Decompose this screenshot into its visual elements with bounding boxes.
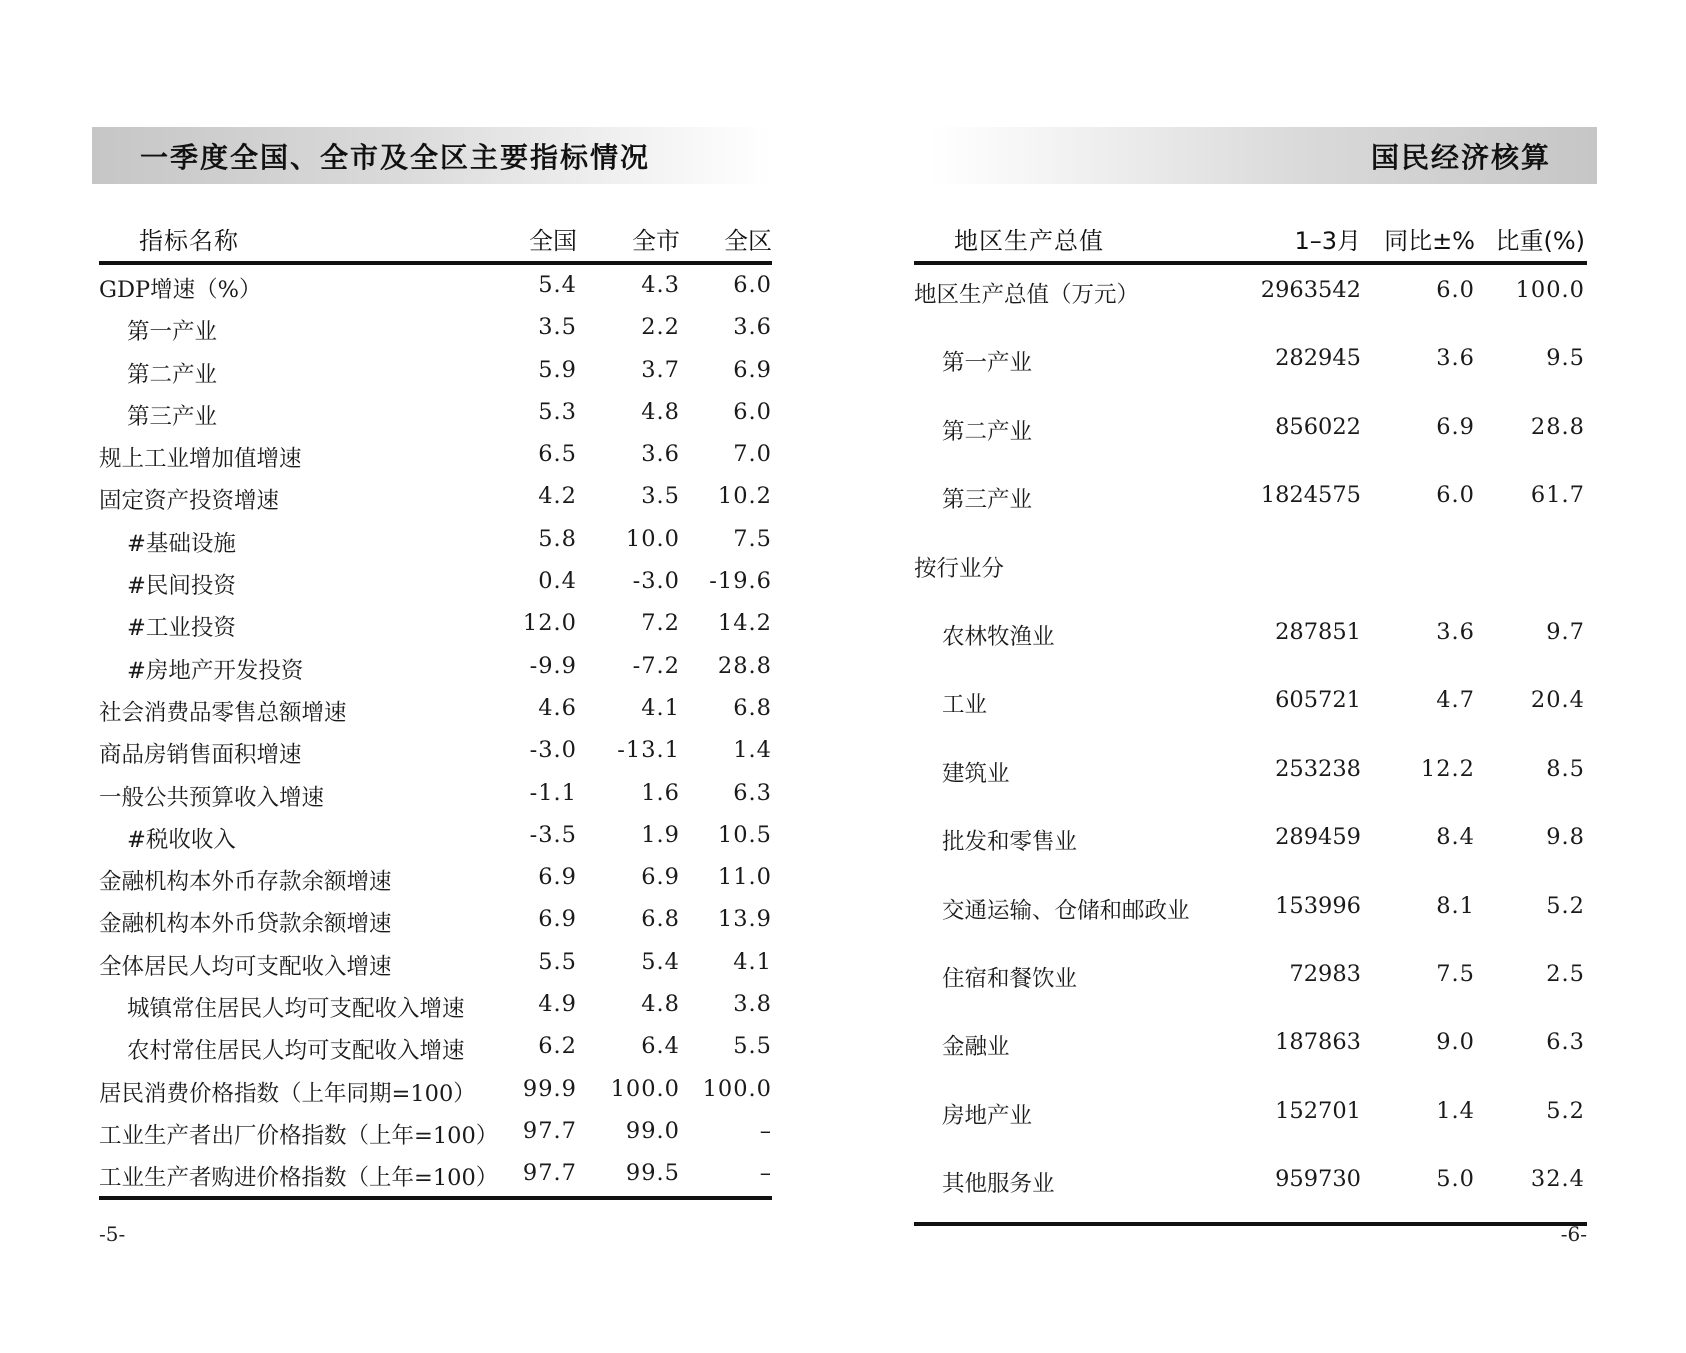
row-label: 第一产业 xyxy=(127,319,218,346)
table-row xyxy=(99,1026,772,1068)
row-value-v1: 253238 xyxy=(1275,755,1361,782)
header-city: 全市 xyxy=(632,227,680,255)
row-value-v2: 4.8 xyxy=(641,991,680,1018)
table-row xyxy=(914,265,1587,333)
table-row xyxy=(99,603,772,645)
row-value-v1: 4.9 xyxy=(538,991,577,1018)
row-value-v1: 856022 xyxy=(1275,413,1361,440)
row-value-v2: -13.1 xyxy=(617,737,680,764)
row-label: 金融业 xyxy=(942,1034,1010,1061)
row-value-v2: 3.6 xyxy=(1436,345,1475,372)
row-value-v1: 1824575 xyxy=(1260,482,1361,509)
row-value-v1: 2963542 xyxy=(1260,277,1361,303)
row-value-v1: 97.7 xyxy=(522,1160,577,1187)
row-value-v3: 11.0 xyxy=(717,864,772,891)
row-value-v3: -19.6 xyxy=(709,568,772,595)
header-indicator-name: 指标名称 xyxy=(139,227,239,255)
row-value-v2: 9.0 xyxy=(1436,1029,1475,1056)
row-value-v3: 6.3 xyxy=(1546,1029,1585,1056)
row-value-v2: 3.6 xyxy=(641,441,680,468)
row-value-v3: 10.5 xyxy=(717,821,772,848)
row-value-v3: 10.2 xyxy=(717,483,772,510)
table-row xyxy=(99,392,772,434)
row-value-v3: 13.9 xyxy=(717,906,772,933)
row-value-v3: 4.1 xyxy=(733,948,772,975)
row-value-v2: 3.6 xyxy=(1436,618,1475,645)
row-value-v3: 9.8 xyxy=(1546,824,1585,851)
row-value-v1: -1.1 xyxy=(529,779,577,806)
row-value-v1: 6.9 xyxy=(538,864,577,891)
row-value-v1: 6.5 xyxy=(538,441,577,468)
table-row xyxy=(99,984,772,1026)
table-row xyxy=(99,350,772,392)
row-label: 商品房销售面积增速 xyxy=(99,742,302,769)
row-value-v3: 100.0 xyxy=(1515,277,1585,303)
header-gdp: 地区生产总值 xyxy=(954,227,1104,255)
row-value-v1: 5.5 xyxy=(538,948,577,975)
row-value-v1: 0.4 xyxy=(538,568,577,595)
row-value-v2: 1.6 xyxy=(641,779,680,806)
table-row xyxy=(914,812,1587,880)
row-value-v3: 3.8 xyxy=(733,991,772,1018)
header-jan-mar: 1–3月 xyxy=(1294,227,1361,255)
row-value-v2: 6.0 xyxy=(1436,277,1475,303)
row-value-v3: 100.0 xyxy=(702,1075,772,1102)
table-body xyxy=(99,265,772,1200)
row-value-v1: 153996 xyxy=(1275,892,1361,919)
row-value-v1: 3.5 xyxy=(538,314,577,341)
table-row xyxy=(99,688,772,730)
table-row xyxy=(99,307,772,349)
row-value-v2: 8.4 xyxy=(1436,824,1475,851)
row-value-v2: 6.8 xyxy=(641,906,680,933)
row-value-v1: 6.2 xyxy=(538,1033,577,1060)
row-label: 第二产业 xyxy=(942,418,1033,445)
row-label: 批发和零售业 xyxy=(942,829,1078,856)
section-banner xyxy=(92,127,772,184)
row-label: 第一产业 xyxy=(942,350,1033,377)
gdp-table xyxy=(914,215,1587,1226)
row-value-v2: 12.2 xyxy=(1420,755,1475,782)
row-value-v2: 3.5 xyxy=(641,483,680,510)
row-value-v2: 7.5 xyxy=(1436,960,1475,987)
row-value-v1: 97.7 xyxy=(522,1117,577,1144)
row-label: 第二产业 xyxy=(127,361,218,388)
row-value-v2: 1.4 xyxy=(1436,1097,1475,1124)
row-label: 工业 xyxy=(942,692,988,719)
row-label: #基础设施 xyxy=(127,530,236,557)
row-value-v1: 959730 xyxy=(1275,1166,1361,1193)
row-value-v3: 8.5 xyxy=(1546,755,1585,782)
row-value-v3: 6.0 xyxy=(733,272,772,298)
indicator-table xyxy=(99,215,772,1200)
row-value-v3: 61.7 xyxy=(1530,482,1585,509)
table-row xyxy=(914,744,1587,812)
row-value-v2: 100.0 xyxy=(610,1075,680,1102)
row-value-v3: 20.4 xyxy=(1530,687,1585,714)
row-label: 房地产业 xyxy=(942,1102,1033,1129)
row-value-v3: 7.0 xyxy=(733,441,772,468)
row-value-v1: 5.9 xyxy=(538,356,577,383)
row-value-v2: 1.9 xyxy=(641,821,680,848)
header-yoy: 同比±% xyxy=(1384,227,1475,255)
row-value-v3: – xyxy=(759,1160,772,1187)
row-label: 交通运输、仓储和邮政业 xyxy=(942,897,1190,924)
row-value-v1: 282945 xyxy=(1275,345,1361,372)
row-value-v3: – xyxy=(759,1117,772,1144)
row-label: 固定资产投资增速 xyxy=(99,488,280,515)
row-value-v2: 4.7 xyxy=(1436,687,1475,714)
row-value-v2: -7.2 xyxy=(632,652,680,679)
row-label: 农村常住居民人均可支配收入增速 xyxy=(127,1038,465,1065)
row-label: 农林牧渔业 xyxy=(942,623,1055,650)
row-label: 一般公共预算收入增速 xyxy=(99,784,325,811)
table-row xyxy=(99,942,772,984)
row-value-v2: 5.4 xyxy=(641,948,680,975)
row-label: 社会消费品零售总额增速 xyxy=(99,699,347,726)
table-row xyxy=(99,1111,772,1153)
table-row xyxy=(99,857,772,899)
table-header xyxy=(914,215,1587,265)
row-label: 金融机构本外币存款余额增速 xyxy=(99,869,392,896)
table-row xyxy=(914,333,1587,401)
row-value-v3: 6.3 xyxy=(733,779,772,806)
row-value-v2: 4.8 xyxy=(641,398,680,425)
table-row xyxy=(914,949,1587,1017)
row-value-v2: 6.4 xyxy=(641,1033,680,1060)
row-label: 住宿和餐饮业 xyxy=(942,965,1078,992)
row-value-v1: 152701 xyxy=(1275,1097,1361,1124)
table-body xyxy=(914,265,1587,1226)
row-label: 工业生产者出厂价格指数（上年=100） xyxy=(99,1122,499,1149)
row-value-v2: 99.0 xyxy=(625,1117,680,1144)
row-label: 全体居民人均可支配收入增速 xyxy=(99,953,392,980)
row-value-v2: 8.1 xyxy=(1436,892,1475,919)
row-value-v1: -9.9 xyxy=(529,652,577,679)
row-value-v3: 28.8 xyxy=(1530,413,1585,440)
row-label: 第三产业 xyxy=(942,487,1033,514)
row-value-v3: 2.5 xyxy=(1546,960,1585,987)
row-value-v2: 10.0 xyxy=(625,525,680,552)
row-value-v2: 6.9 xyxy=(1436,413,1475,440)
table-row xyxy=(914,1154,1587,1222)
table-row xyxy=(99,1153,772,1195)
row-label: 金融机构本外币贷款余额增速 xyxy=(99,911,392,938)
row-value-v3: 5.2 xyxy=(1546,1097,1585,1124)
row-value-v1: 4.2 xyxy=(538,483,577,510)
row-value-v1: -3.0 xyxy=(529,737,577,764)
header-national: 全国 xyxy=(529,227,577,255)
table-row xyxy=(914,402,1587,470)
row-label: 第三产业 xyxy=(127,403,218,430)
row-value-v1: 5.8 xyxy=(538,525,577,552)
row-value-v3: 9.7 xyxy=(1546,618,1585,645)
row-label: #税收收入 xyxy=(127,826,236,853)
row-value-v2: 2.2 xyxy=(641,314,680,341)
section-banner xyxy=(931,127,1597,184)
row-value-v1: 4.6 xyxy=(538,694,577,721)
table-row xyxy=(99,476,772,518)
table-row xyxy=(914,539,1587,607)
table-row xyxy=(99,561,772,603)
row-value-v1: 289459 xyxy=(1275,824,1361,851)
row-value-v3: 6.0 xyxy=(733,398,772,425)
row-value-v3: 1.4 xyxy=(733,737,772,764)
row-value-v1: 5.3 xyxy=(538,398,577,425)
row-label: #民间投资 xyxy=(127,573,236,600)
row-value-v2: 6.9 xyxy=(641,864,680,891)
page-number: -6- xyxy=(1560,1222,1587,1246)
page-number: -5- xyxy=(99,1222,126,1246)
row-label: 城镇常住居民人均可支配收入增速 xyxy=(127,996,465,1023)
row-value-v3: 5.2 xyxy=(1546,892,1585,919)
row-value-v3: 14.2 xyxy=(717,610,772,637)
row-label: #工业投资 xyxy=(127,615,236,642)
row-value-v2: 4.3 xyxy=(641,272,680,298)
table-row xyxy=(99,1069,772,1111)
row-value-v1: 12.0 xyxy=(522,610,577,637)
banner-title: 一季度全国、全市及全区主要指标情况 xyxy=(140,140,651,174)
row-value-v3: 3.6 xyxy=(733,314,772,341)
row-value-v2: 3.7 xyxy=(641,356,680,383)
row-value-v3: 5.5 xyxy=(733,1033,772,1060)
row-value-v1: -3.5 xyxy=(529,821,577,848)
table-row xyxy=(99,730,772,772)
row-value-v1: 5.4 xyxy=(538,272,577,298)
row-label: 建筑业 xyxy=(942,760,1010,787)
row-value-v2: 4.1 xyxy=(641,694,680,721)
row-value-v3: 7.5 xyxy=(733,525,772,552)
row-value-v2: -3.0 xyxy=(632,568,680,595)
table-row xyxy=(914,470,1587,538)
row-value-v3: 9.5 xyxy=(1546,345,1585,372)
row-label: GDP增速（%） xyxy=(99,277,262,303)
row-label: 工业生产者购进价格指数（上年=100） xyxy=(99,1165,499,1192)
row-label: #房地产开发投资 xyxy=(127,657,304,684)
row-value-v2: 6.0 xyxy=(1436,482,1475,509)
row-value-v1: 6.9 xyxy=(538,906,577,933)
table-row xyxy=(914,1086,1587,1154)
row-value-v1: 187863 xyxy=(1275,1029,1361,1056)
row-value-v2: 5.0 xyxy=(1436,1166,1475,1193)
row-value-v2: 99.5 xyxy=(625,1160,680,1187)
row-label: 规上工业增加值增速 xyxy=(99,446,302,473)
row-value-v2: 7.2 xyxy=(641,610,680,637)
row-value-v3: 6.8 xyxy=(733,694,772,721)
row-value-v1: 605721 xyxy=(1275,687,1361,714)
row-label: 按行业分 xyxy=(914,555,1005,582)
table-row xyxy=(914,1017,1587,1085)
table-row xyxy=(99,265,772,307)
table-row xyxy=(99,815,772,857)
table-row xyxy=(99,519,772,561)
right-page xyxy=(843,0,1686,1353)
row-label: 其他服务业 xyxy=(942,1171,1055,1198)
table-row xyxy=(99,434,772,476)
row-value-v3: 28.8 xyxy=(717,652,772,679)
table-row xyxy=(99,899,772,941)
table-row xyxy=(914,675,1587,743)
row-value-v1: 99.9 xyxy=(522,1075,577,1102)
table-row xyxy=(914,607,1587,675)
table-header xyxy=(99,215,772,265)
row-value-v1: 287851 xyxy=(1275,618,1361,645)
row-label: 地区生产总值（万元） xyxy=(914,282,1140,308)
header-share: 比重(%) xyxy=(1495,227,1585,255)
banner-title: 国民经济核算 xyxy=(1370,140,1551,174)
row-label: 居民消费价格指数（上年同期=100） xyxy=(99,1080,476,1107)
row-value-v3: 32.4 xyxy=(1530,1166,1585,1193)
row-value-v3: 6.9 xyxy=(733,356,772,383)
table-row xyxy=(99,646,772,688)
header-district: 全区 xyxy=(724,227,772,255)
row-value-v1: 72983 xyxy=(1289,960,1361,987)
table-row xyxy=(99,773,772,815)
table-row xyxy=(914,881,1587,949)
